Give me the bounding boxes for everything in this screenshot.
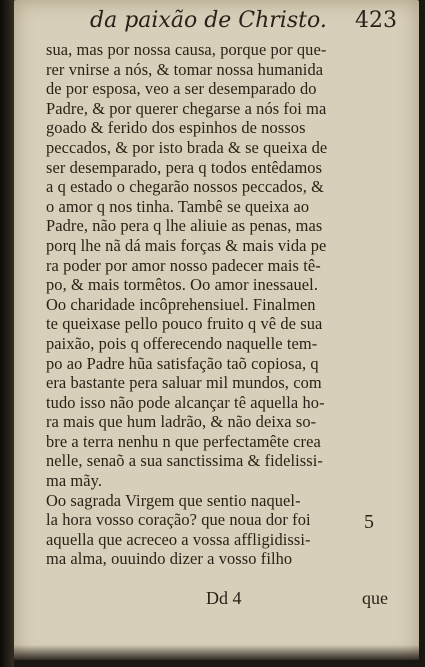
text-line: ser desemparado, pera q todos entêdamos	[46, 157, 323, 177]
margin-note-number: 5	[364, 511, 374, 533]
text-line: bre a terra nenhu n que perfectamête crea	[46, 431, 321, 451]
page-number: 423	[355, 8, 397, 33]
text-line: peccados, & por isto brada & se queixa de	[46, 137, 328, 157]
text-line: ma alma, ouuindo dizer a vosso filho	[46, 549, 293, 569]
text-line: porq lhe nã dá mais forças & mais vida pe	[46, 235, 327, 255]
text-line: era bastante pera saluar mil mundos, com	[46, 373, 322, 393]
text-line: po ao Padre hũa satisfação taõ copiosa, q	[46, 353, 319, 373]
text-line: de por esposa, veo a ser desemparado do	[46, 79, 317, 99]
text-line: sua, mas por nossa causa, porque por que-	[46, 40, 327, 59]
text-line: te queixase pello pouco fruito q vê de sua	[46, 314, 323, 334]
page-bottom-shadow	[14, 645, 419, 667]
text-line: paixão, pois q offerecendo naquelle tem-	[46, 333, 318, 353]
text-line: o amor q nos tinha. Tambê se queixa ao	[46, 196, 310, 216]
text-line: goado & ferido dos espinhos de nossos	[46, 118, 306, 138]
page-footer	[46, 588, 388, 612]
text-line: ra mais que hum ladrão, & não deixa so-	[46, 412, 317, 432]
text-line: tudo isso não pode alcançar tê aquella ho-	[46, 392, 325, 412]
text-line: Padre, não pera q lhe aliuie as penas, mas	[46, 216, 323, 236]
text-line: nelle, senaõ a sua sanctissima & fidelissi-	[46, 451, 323, 471]
body-text	[46, 40, 358, 569]
text-line: Oo sagrada Virgem que sentio naquel-	[46, 490, 301, 510]
text-line: po, & mais tormêtos. Oo amor inessauel.	[46, 275, 319, 295]
text-line: rer vnirse a nós, & tomar nossa humanida	[46, 59, 324, 79]
running-head: da paixão de Christo.	[90, 8, 327, 33]
text-line: a q estado o chegarão nossos peccados, &	[46, 177, 324, 197]
text-line: la hora vosso coração? que noua dor foi	[46, 510, 311, 530]
signature-mark: Dd 4	[206, 588, 242, 608]
text-line: aquella que acreceo a vossa affligidissi-	[46, 529, 311, 549]
text-line: Oo charidade incôprehensiuel. Finalmen	[46, 294, 316, 314]
text-line: Padre, & por querer chegarse a nós foi ma	[46, 98, 327, 118]
text-line: ma mãy.	[46, 471, 103, 491]
book-page	[14, 0, 419, 660]
catchword: que	[362, 588, 388, 608]
page-header	[50, 8, 405, 36]
text-line: ra poder por amor nosso padecer mais tê-	[46, 255, 321, 275]
